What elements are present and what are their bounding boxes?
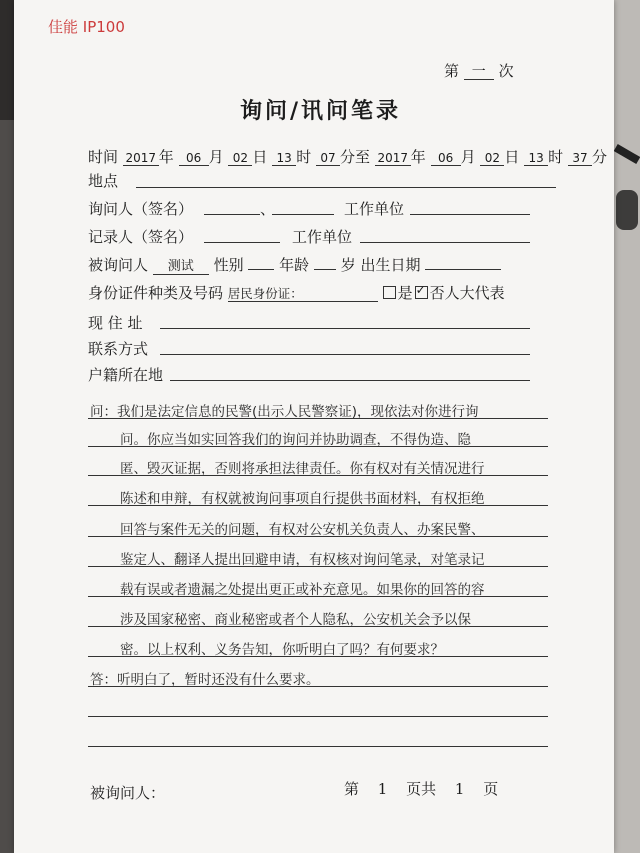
q-rule [88,656,548,657]
page-mid: 页共 [406,780,437,798]
gender-label: 性别 [213,256,244,274]
age-label: 年龄 [279,256,310,274]
question-line: 匿、毁灭证据，否则将承担法律责任。你有权对有关情况进行 [120,461,485,477]
signer-label: 被询问人： [90,784,166,802]
unit-year-2: 年 [410,148,426,166]
id-row [88,282,505,303]
recorder-label: 记录人（签名） [88,228,194,246]
npc-no-label: 否 [429,284,445,302]
subject-row [88,254,501,275]
page-prefix: 第 [344,780,360,798]
time-row [88,146,607,167]
npc-no-checkbox-checked [415,286,428,299]
record-paper [14,0,614,853]
end-hour: 13 [524,151,548,166]
location-label: 地点 [88,172,119,190]
end-month: 06 [431,151,461,166]
end-year: 2017 [375,151,411,166]
interrogator-unit-line [410,214,530,215]
recorder-unit-line [360,242,530,243]
start-hour: 13 [272,151,296,166]
question-line: 回答与案件无关的问题，有权对公安机关负责人、办案民警、 [120,522,485,538]
question-line: 载有误或者遗漏之处提出更正或补充意见。如果你的回答的容 [120,582,485,598]
unit-year: 年 [158,148,174,166]
unit-day-2: 日 [504,148,520,166]
end-minute: 37 [568,151,592,166]
q-rule [88,536,548,537]
id-value: 居民身份证： [228,287,378,302]
q-rule [88,626,548,627]
unit-hour: 时 [296,148,312,166]
id-label: 身份证件种类及号码 [88,284,224,302]
subject-label: 被询问人 [88,256,149,274]
start-year: 2017 [123,151,159,166]
q-rule [88,475,548,476]
start-day: 02 [228,151,252,166]
page-number: 1 [377,780,388,798]
subject-name: 测试 [153,260,209,275]
document-title: 询问/讯问笔录 [240,98,402,124]
contact-label: 联系方式 [88,340,149,358]
count-prefix: 第 [444,62,460,80]
question-line: 密。以上权利、义务告知，你听明白了吗？有何要求？ [120,642,444,658]
time-label: 时间 [88,148,119,166]
q-rule [88,418,548,419]
count-value: 一 [464,65,494,80]
interrogator-sign-1 [204,214,260,215]
dob-field [425,269,501,270]
recorder-sign-line [204,242,280,243]
question-line: 问：我们是法定信息的民警(出示人民警察证)，现依法对你进行询 [90,404,479,420]
corner-note: 佳能 IP100 [48,18,125,36]
a-rule [88,686,548,687]
page-indicator [344,778,498,799]
age-field [314,269,336,270]
pen-cap-object [616,190,638,230]
question-line: 问。你应当如实回答我们的询问并协助调查，不得伪造、隐 [120,432,471,448]
hukou-line [170,380,530,381]
unit-minute-2: 分 [591,148,607,166]
time-to: 分至 [339,148,370,166]
gender-field [248,269,274,270]
q-rule [88,505,548,506]
page-suffix: 页 [483,780,499,798]
interrogator-sign-2 [272,214,334,215]
q-rule [88,566,548,567]
unit-month: 月 [208,148,224,166]
start-minute: 07 [316,151,340,166]
contact-line [160,354,530,355]
q-rule [88,446,548,447]
end-day: 02 [480,151,504,166]
unit-month-2: 月 [460,148,476,166]
q-rule [88,596,548,597]
age-unit: 岁 [340,256,356,274]
location-line [136,187,556,188]
blank-rule [88,716,548,717]
blank-rule [88,746,548,747]
interrogator-unit-label: 工作单位 [344,200,405,218]
dob-label: 出生日期 [360,256,421,274]
count-suffix: 次 [498,62,514,80]
unit-hour-2: 时 [548,148,564,166]
unit-day: 日 [252,148,268,166]
interrogator-sep: 、 [260,200,276,218]
question-line: 陈述和申辩，有权就被询问事项自行提供书面材料，有权拒绝 [120,491,485,507]
npc-yes-checkbox [383,286,396,299]
question-line: 涉及国家秘密、商业秘密或者个人隐私，公安机关会予以保 [120,612,471,628]
session-count [444,60,514,81]
page-total: 1 [454,780,465,798]
address-label: 现 住 址 [88,314,143,332]
hukou-label: 户籍所在地 [88,366,164,384]
npc-label: 人大代表 [444,284,505,302]
address-line [160,328,530,329]
recorder-unit-label: 工作单位 [292,228,353,246]
answer-line: 答：听明白了，暂时还没有什么要求。 [90,672,320,688]
start-month: 06 [179,151,209,166]
question-line: 鉴定人、翻译人提出回避申请，有权核对询问笔录，对笔录记 [120,552,485,568]
interrogator-label: 询问人（签名） [88,200,194,218]
npc-yes-label: 是 [397,284,413,302]
